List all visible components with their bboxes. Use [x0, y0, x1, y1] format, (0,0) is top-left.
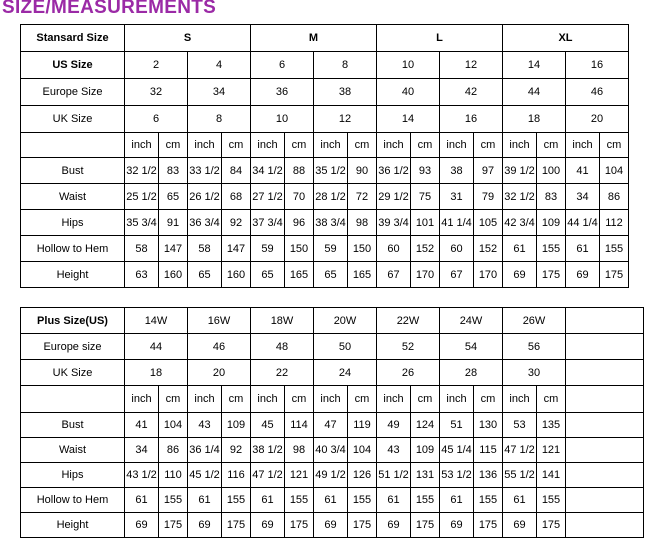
- measurement-value: 35 1/2: [314, 158, 348, 184]
- measurement-label: Waist: [21, 438, 125, 463]
- measurement-value: 45: [251, 413, 285, 438]
- measurement-value: 104: [348, 438, 377, 463]
- measurement-value: 72: [348, 184, 377, 210]
- plus-europe-size-label: Europe size: [21, 334, 125, 360]
- measurement-value: 131: [411, 463, 440, 488]
- unit-inch-cell: inch: [314, 133, 348, 158]
- measurement-value: 86: [159, 438, 188, 463]
- measurement-value: 49: [377, 413, 411, 438]
- unit-cm-cell: cm: [474, 133, 503, 158]
- measurement-value: 69: [314, 513, 348, 538]
- unit-inch-cell: inch: [440, 133, 474, 158]
- measurement-value: 105: [474, 210, 503, 236]
- measurement-value: 47 1/2: [503, 438, 537, 463]
- unit-inch-cell: inch: [377, 386, 411, 413]
- measurement-value: 152: [411, 236, 440, 262]
- uk-size-cell: 8: [188, 106, 251, 133]
- unit-cm-cell: cm: [411, 386, 440, 413]
- plus-europe-size-cell: 54: [440, 334, 503, 360]
- us-size-cell: 6: [251, 52, 314, 79]
- plus-size-cell: 20W: [314, 308, 377, 334]
- measurement-value: 67: [440, 262, 474, 288]
- measurement-value: 36 1/2: [377, 158, 411, 184]
- measurement-value: 51: [440, 413, 474, 438]
- measurement-value: 155: [159, 488, 188, 513]
- plus-size-cell: 22W: [377, 308, 440, 334]
- measurement-value: 61: [251, 488, 285, 513]
- measurement-value: 121: [285, 463, 314, 488]
- measurement-value: 98: [285, 438, 314, 463]
- plus-size-cell: 14W: [125, 308, 188, 334]
- size-group-m: M: [251, 25, 377, 52]
- plus-size-cell: 16W: [188, 308, 251, 334]
- measurement-value: 150: [285, 236, 314, 262]
- measurement-value: 38: [440, 158, 474, 184]
- plus-size-table: [20, 307, 644, 538]
- measurement-value: 69: [440, 513, 474, 538]
- measurement-value: 34: [125, 438, 159, 463]
- measurement-label: Bust: [21, 158, 125, 184]
- measurement-value: 155: [537, 488, 566, 513]
- measurement-value: 75: [411, 184, 440, 210]
- measurement-value: 59: [251, 236, 285, 262]
- plus-europe-size-cell: 52: [377, 334, 440, 360]
- measurement-value: 60: [440, 236, 474, 262]
- unit-inch-cell: inch: [503, 133, 537, 158]
- uk-size-cell: 16: [440, 106, 503, 133]
- unit-inch-cell: inch: [503, 386, 537, 413]
- measurement-value: 88: [285, 158, 314, 184]
- unit-inch-cell: inch: [566, 133, 600, 158]
- unit-row-label: [21, 133, 125, 158]
- measurement-value: 121: [537, 438, 566, 463]
- plus-europe-size-cell: 46: [188, 334, 251, 360]
- measurement-value: 34 1/2: [251, 158, 285, 184]
- measurement-value: 47 1/2: [251, 463, 285, 488]
- measurement-value: 152: [474, 236, 503, 262]
- blank-cell: [566, 488, 644, 513]
- measurement-value: 61: [377, 488, 411, 513]
- measurement-value: 84: [222, 158, 251, 184]
- measurement-value: 104: [159, 413, 188, 438]
- uk-size-row: [21, 106, 629, 133]
- measurement-value: 175: [411, 513, 440, 538]
- measurement-value: 175: [348, 513, 377, 538]
- measurement-value: 51 1/2: [377, 463, 411, 488]
- europe-size-label: Europe Size: [21, 79, 125, 106]
- measurement-value: 68: [222, 184, 251, 210]
- measurement-row: [21, 236, 629, 262]
- measurement-value: 130: [474, 413, 503, 438]
- europe-size-cell: 40: [377, 79, 440, 106]
- unit-inch-cell: inch: [188, 133, 222, 158]
- measurement-value: 160: [159, 262, 188, 288]
- measurement-value: 27 1/2: [251, 184, 285, 210]
- plus-uk-size-cell: 22: [251, 360, 314, 386]
- unit-cm-cell: cm: [222, 133, 251, 158]
- measurement-value: 175: [537, 262, 566, 288]
- measurement-value: 59: [314, 236, 348, 262]
- measurement-value: 38 3/4: [314, 210, 348, 236]
- measurement-value: 86: [600, 184, 629, 210]
- uk-size-cell: 10: [251, 106, 314, 133]
- size-group-s: S: [125, 25, 251, 52]
- size-group-l: L: [377, 25, 503, 52]
- unit-inch-cell: inch: [377, 133, 411, 158]
- uk-size-cell: 20: [566, 106, 629, 133]
- measurement-value: 147: [222, 236, 251, 262]
- measurement-label: Bust: [21, 413, 125, 438]
- measurement-row: [21, 158, 629, 184]
- plus-size-cell: 26W: [503, 308, 566, 334]
- blank-cell: [566, 463, 644, 488]
- measurement-value: 155: [222, 488, 251, 513]
- us-size-label: US Size: [21, 52, 125, 79]
- measurement-value: 39 3/4: [377, 210, 411, 236]
- measurement-value: 135: [537, 413, 566, 438]
- measurement-value: 55 1/2: [503, 463, 537, 488]
- unit-cm-cell: cm: [285, 386, 314, 413]
- measurement-value: 61: [503, 236, 537, 262]
- page-title: SIZE/MEASUREMENTS: [2, 0, 217, 18]
- measurement-value: 92: [222, 210, 251, 236]
- plus-measurement-row: [21, 463, 644, 488]
- plus-europe-size-cell: 48: [251, 334, 314, 360]
- measurement-value: 61: [125, 488, 159, 513]
- measurement-value: 175: [537, 513, 566, 538]
- us-size-cell: 2: [125, 52, 188, 79]
- measurement-value: 69: [503, 262, 537, 288]
- unit-cm-cell: cm: [159, 386, 188, 413]
- blank-cell: [566, 308, 644, 334]
- measurement-value: 41 1/4: [440, 210, 474, 236]
- measurement-value: 53 1/2: [440, 463, 474, 488]
- measurement-value: 58: [188, 236, 222, 262]
- measurement-row: [21, 262, 629, 288]
- measurement-value: 155: [600, 236, 629, 262]
- measurement-value: 33 1/2: [188, 158, 222, 184]
- measurement-value: 65: [251, 262, 285, 288]
- europe-size-cell: 36: [251, 79, 314, 106]
- measurement-value: 32 1/2: [503, 184, 537, 210]
- measurement-value: 119: [348, 413, 377, 438]
- measurement-value: 43: [188, 413, 222, 438]
- unit-row: [21, 133, 629, 158]
- measurement-value: 155: [411, 488, 440, 513]
- measurement-value: 35 3/4: [125, 210, 159, 236]
- us-size-row: [21, 52, 629, 79]
- blank-cell: [566, 386, 644, 413]
- europe-size-cell: 44: [503, 79, 566, 106]
- measurement-value: 65: [188, 262, 222, 288]
- unit-inch-cell: inch: [188, 386, 222, 413]
- size-header-label: Stansard Size: [21, 25, 125, 52]
- measurement-value: 98: [348, 210, 377, 236]
- measurement-value: 91: [159, 210, 188, 236]
- measurement-value: 147: [159, 236, 188, 262]
- measurement-value: 69: [566, 262, 600, 288]
- europe-size-cell: 34: [188, 79, 251, 106]
- measurement-value: 170: [411, 262, 440, 288]
- unit-cm-cell: cm: [285, 133, 314, 158]
- measurement-value: 40 3/4: [314, 438, 348, 463]
- europe-size-row: [21, 79, 629, 106]
- measurement-value: 93: [411, 158, 440, 184]
- measurement-value: 26 1/2: [188, 184, 222, 210]
- plus-uk-size-cell: 26: [377, 360, 440, 386]
- blank-cell: [566, 513, 644, 538]
- plus-uk-size-cell: 20: [188, 360, 251, 386]
- measurement-value: 47: [314, 413, 348, 438]
- unit-inch-cell: inch: [314, 386, 348, 413]
- europe-size-cell: 38: [314, 79, 377, 106]
- measurement-value: 61: [188, 488, 222, 513]
- unit-cm-cell: cm: [600, 133, 629, 158]
- measurement-value: 160: [222, 262, 251, 288]
- us-size-cell: 14: [503, 52, 566, 79]
- measurement-value: 112: [600, 210, 629, 236]
- measurement-value: 141: [537, 463, 566, 488]
- measurement-value: 60: [377, 236, 411, 262]
- measurement-value: 69: [125, 513, 159, 538]
- uk-size-cell: 14: [377, 106, 440, 133]
- blank-cell: [566, 360, 644, 386]
- unit-inch-cell: inch: [251, 133, 285, 158]
- unit-cm-cell: cm: [159, 133, 188, 158]
- measurement-value: 100: [537, 158, 566, 184]
- plus-uk-size-cell: 24: [314, 360, 377, 386]
- unit-cm-cell: cm: [411, 133, 440, 158]
- unit-inch-cell: inch: [251, 386, 285, 413]
- blank-cell: [566, 334, 644, 360]
- measurement-value: 150: [348, 236, 377, 262]
- measurement-label: Height: [21, 262, 125, 288]
- measurement-value: 155: [474, 488, 503, 513]
- measurement-value: 109: [537, 210, 566, 236]
- unit-cm-cell: cm: [474, 386, 503, 413]
- measurement-value: 175: [474, 513, 503, 538]
- measurement-value: 25 1/2: [125, 184, 159, 210]
- measurement-value: 175: [285, 513, 314, 538]
- measurement-value: 90: [348, 158, 377, 184]
- measurement-value: 70: [285, 184, 314, 210]
- measurement-value: 34: [566, 184, 600, 210]
- plus-measurement-row: [21, 413, 644, 438]
- measurement-value: 165: [285, 262, 314, 288]
- measurement-value: 45 1/2: [188, 463, 222, 488]
- measurement-value: 69: [251, 513, 285, 538]
- us-size-cell: 4: [188, 52, 251, 79]
- unit-inch-cell: inch: [125, 386, 159, 413]
- unit-cm-cell: cm: [222, 386, 251, 413]
- measurement-value: 92: [222, 438, 251, 463]
- plus-uk-size-cell: 30: [503, 360, 566, 386]
- measurement-value: 115: [474, 438, 503, 463]
- measurement-label: Height: [21, 513, 125, 538]
- europe-size-cell: 42: [440, 79, 503, 106]
- measurement-value: 69: [503, 513, 537, 538]
- measurement-value: 44 1/4: [566, 210, 600, 236]
- measurement-value: 61: [566, 236, 600, 262]
- measurement-value: 65: [314, 262, 348, 288]
- unit-inch-cell: inch: [125, 133, 159, 158]
- measurement-value: 39 1/2: [503, 158, 537, 184]
- plus-measurement-row: [21, 513, 644, 538]
- measurement-value: 83: [159, 158, 188, 184]
- plus-uk-size-cell: 18: [125, 360, 188, 386]
- uk-size-cell: 12: [314, 106, 377, 133]
- measurement-value: 175: [600, 262, 629, 288]
- plus-europe-size-cell: 56: [503, 334, 566, 360]
- unit-inch-cell: inch: [440, 386, 474, 413]
- uk-size-cell: 6: [125, 106, 188, 133]
- measurement-value: 126: [348, 463, 377, 488]
- measurement-value: 83: [537, 184, 566, 210]
- measurement-value: 109: [411, 438, 440, 463]
- measurement-value: 69: [377, 513, 411, 538]
- measurement-value: 124: [411, 413, 440, 438]
- measurement-value: 116: [222, 463, 251, 488]
- measurement-value: 110: [159, 463, 188, 488]
- standard-size-table: [20, 24, 629, 288]
- measurement-value: 155: [348, 488, 377, 513]
- measurement-value: 136: [474, 463, 503, 488]
- unit-cm-cell: cm: [537, 133, 566, 158]
- blank-cell: [566, 438, 644, 463]
- blank-cell: [566, 413, 644, 438]
- uk-size-label: UK Size: [21, 106, 125, 133]
- plus-unit-row: [21, 386, 644, 413]
- measurement-value: 61: [314, 488, 348, 513]
- measurement-value: 42 3/4: [503, 210, 537, 236]
- size-group-xl: XL: [503, 25, 629, 52]
- measurement-value: 28 1/2: [314, 184, 348, 210]
- measurement-value: 97: [474, 158, 503, 184]
- size-group-row: [21, 25, 629, 52]
- plus-measurement-row: [21, 488, 644, 513]
- measurement-value: 63: [125, 262, 159, 288]
- plus-measurement-row: [21, 438, 644, 463]
- unit-cm-cell: cm: [348, 386, 377, 413]
- measurement-value: 43: [377, 438, 411, 463]
- measurement-value: 61: [440, 488, 474, 513]
- plus-uk-size-cell: 28: [440, 360, 503, 386]
- measurement-value: 49 1/2: [314, 463, 348, 488]
- measurement-value: 31: [440, 184, 474, 210]
- measurement-value: 32 1/2: [125, 158, 159, 184]
- measurement-label: Waist: [21, 184, 125, 210]
- measurement-value: 165: [348, 262, 377, 288]
- plus-size-cell: 18W: [251, 308, 314, 334]
- measurement-row: [21, 210, 629, 236]
- measurement-value: 69: [188, 513, 222, 538]
- europe-size-cell: 32: [125, 79, 188, 106]
- measurement-value: 29 1/2: [377, 184, 411, 210]
- plus-europe-size-cell: 44: [125, 334, 188, 360]
- plus-uk-size-label: UK Size: [21, 360, 125, 386]
- measurement-value: 175: [159, 513, 188, 538]
- measurement-value: 96: [285, 210, 314, 236]
- measurement-value: 155: [537, 236, 566, 262]
- europe-size-cell: 46: [566, 79, 629, 106]
- measurement-row: [21, 184, 629, 210]
- measurement-label: Hips: [21, 463, 125, 488]
- measurement-value: 155: [285, 488, 314, 513]
- measurement-label: Hips: [21, 210, 125, 236]
- measurement-value: 109: [222, 413, 251, 438]
- uk-size-cell: 18: [503, 106, 566, 133]
- unit-row-label: [21, 386, 125, 413]
- measurement-value: 104: [600, 158, 629, 184]
- measurement-label: Hollow to Hem: [21, 236, 125, 262]
- us-size-cell: 10: [377, 52, 440, 79]
- plus-size-header-label: Plus Size(US): [21, 308, 125, 334]
- measurement-value: 45 1/4: [440, 438, 474, 463]
- measurement-value: 58: [125, 236, 159, 262]
- unit-cm-cell: cm: [348, 133, 377, 158]
- plus-uk-size-row: [21, 360, 644, 386]
- measurement-value: 175: [222, 513, 251, 538]
- plus-europe-size-row: [21, 334, 644, 360]
- measurement-value: 114: [285, 413, 314, 438]
- plus-size-cell: 24W: [440, 308, 503, 334]
- measurement-value: 53: [503, 413, 537, 438]
- measurement-value: 65: [159, 184, 188, 210]
- measurement-value: 101: [411, 210, 440, 236]
- measurement-value: 36 3/4: [188, 210, 222, 236]
- measurement-value: 43 1/2: [125, 463, 159, 488]
- measurement-value: 79: [474, 184, 503, 210]
- measurement-value: 37 3/4: [251, 210, 285, 236]
- measurement-value: 41: [566, 158, 600, 184]
- measurement-label: Hollow to Hem: [21, 488, 125, 513]
- plus-size-row: [21, 308, 644, 334]
- plus-europe-size-cell: 50: [314, 334, 377, 360]
- unit-cm-cell: cm: [537, 386, 566, 413]
- us-size-cell: 16: [566, 52, 629, 79]
- measurement-value: 67: [377, 262, 411, 288]
- measurement-value: 61: [503, 488, 537, 513]
- measurement-value: 41: [125, 413, 159, 438]
- measurement-value: 36 1/4: [188, 438, 222, 463]
- measurement-value: 170: [474, 262, 503, 288]
- measurement-value: 38 1/2: [251, 438, 285, 463]
- us-size-cell: 8: [314, 52, 377, 79]
- us-size-cell: 12: [440, 52, 503, 79]
